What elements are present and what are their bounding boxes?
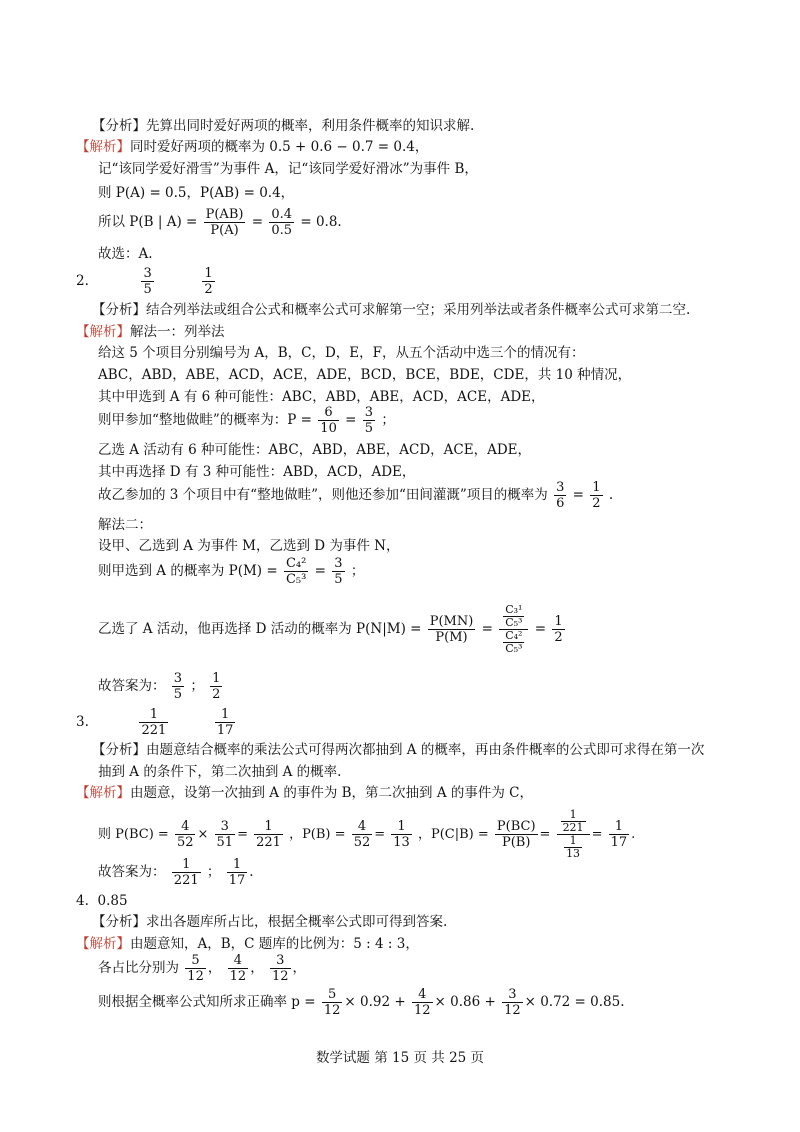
fraction: $\frac{1}{221}$ (141, 707, 167, 738)
fraction: $\frac{3}{5}$ (364, 405, 374, 436)
fraction: $\frac{3}{12}$ (504, 987, 521, 1018)
q2-line-1: 给这 5 个项目分别编号为 A，B，C，D，E，F，从五个活动中选三个的情况有： (98, 345, 585, 361)
fraction: $\frac{6}{10}$ (320, 405, 337, 436)
q4-line-2: 各占比分别为 $\frac{5}{12}$ ， $\frac{4}{12}$ ， $\frac{3}{12}$ ， (98, 953, 307, 984)
q3-answer: 故答案为： $\frac{1}{221}$ ； $\frac{1}{17}$ . (98, 857, 254, 888)
q2-line-4: 则甲参加“整地做畦”的概率为：P = $\frac{6}{10}$ = $\frac{3}{5}$ ； (98, 405, 395, 436)
fraction: $\frac{P(AB)}{P(A)}$ (205, 207, 244, 238)
q4-answer-line: 4. 0.85 (76, 893, 128, 909)
fraction: $\frac{P(BC)}{P(B)}$ (496, 819, 536, 850)
fraction: $\frac{4}{12}$ (413, 987, 431, 1018)
q1-analysis: 【分析】先算出同时爱好两项的概率，利用条件概率的知识求解. (92, 118, 475, 134)
fraction: $\frac{1}{17}$ (216, 707, 234, 738)
q1-line-4: 所以 P(B | A) = $\frac{P(AB)}{P(A)}$ = $\frac{0.4}{0.5}$ = 0.8. (98, 207, 342, 238)
fraction: $\frac{5}{12}$ (187, 953, 204, 984)
fraction: $\frac{0.4}{0.5}$ (271, 207, 293, 238)
q3-analysis-2: 抽到 A 的条件下，第二次抽到 A 的概率. (98, 764, 342, 780)
fraction: $\frac{1}{17}$ (610, 819, 628, 850)
q2-answer: 故答案为： $\frac{3}{5}$ ； $\frac{1}{2}$ (98, 671, 221, 702)
q2-method-2: 解法二： (98, 517, 152, 533)
q3-answer-line: 3. $\frac{1}{221}$ $\frac{1}{17}$ (76, 707, 234, 738)
q2-analysis: 【分析】结合列举法或组合公式和概率公式可求解第一空；采用列举法或者条件概率公式可求第二空. (92, 302, 691, 318)
fraction: $\frac{4}{12}$ (229, 953, 247, 984)
q2-line-3: 其中甲选到 A 有 6 种可能性：ABC，ABD，ABE，ACD，ACE，ADE， (98, 389, 545, 405)
solution-tag: 【解析】 (76, 324, 130, 340)
q2-line-10: 乙选了 A 活动，他再选择 D 活动的概率为 P(N|M) = $\frac{P(MN)}{P(M)}$ = $\frac{\frac{\text{C₃¹}}{\text{C₅³}}}{\frac{\text{C₄²}}{\text{C₅³}}}$ = $\frac{1}{2}$ (98, 603, 563, 655)
fraction: $\frac{1}{2}$ (554, 614, 563, 645)
solution-tag: 【解析】 (76, 139, 130, 155)
q3-line-2: 则 P(BC) = $\frac{4}{52}$ × $\frac{3}{51}$ = $\frac{1}{221}$ ，P(B) = $\frac{4}{52}$ = $\frac{1}{13}$ ，P(C|B) = $\frac{P(BC)}{P(B)}$ = $\frac{\frac{1}{221}}{\frac{1}{13}}$ = $\frac{1}{17}$ . (98, 808, 636, 860)
q2-line-7: 故乙参加的 3 个项目中有“整地做畦”，则他还参加“田间灌溉”项目的概率为 $\frac{3}{6}$ = $\frac{1}{2}$ . (98, 480, 614, 511)
fraction: $\frac{\text{C₄²}}{\text{C₅³}}$ (505, 629, 523, 655)
q3-analysis-1: 【分析】由题意结合概率的乘法公式可得两次都抽到 A 的概率，再由条件概率的公式即可求得在第一次 (92, 742, 705, 758)
q1-line-5: 故选：A. (98, 246, 153, 262)
fraction: $\frac{3}{12}$ (271, 953, 289, 984)
q2-line-2: ABC，ABD，ABE，ACD，ACE，ADE，BCD，BCE，BDE，CDE，共 10 种情况， (98, 367, 632, 383)
q2-line-9: 则甲选到 A 的概率为 P(M) = $\frac{\text{C₄²}}{\text{C₅³}}$ = $\frac{3}{5}$ ； (98, 556, 365, 587)
fraction: $\frac{1}{2}$ (212, 671, 221, 702)
fraction: $\frac{5}{12}$ (323, 987, 341, 1018)
fraction: $\frac{1}{17}$ (228, 857, 246, 888)
q2-answer-line: 2. $\frac{3}{5}$ $\frac{1}{2}$ (76, 266, 213, 297)
q4-line-3: 则根据全概率公式知所求正确率 p = $\frac{5}{12}$ × 0.92 + $\frac{4}{12}$ × 0.86 + $\frac{3}{12}$ × 0.72 = 0.85. (98, 987, 625, 1018)
q2-line-8: 设甲、乙选到 A 为事件 M，乙选到 D 为事件 N， (98, 538, 400, 554)
q4-solution-line-1: 【解析】由题意知，A，B，C 题库的比例为：5 : 4 : 3， (76, 936, 419, 952)
compound-fraction (557, 809, 590, 860)
q2-line-5: 乙选 A 活动有 6 种可能性：ABC，ABD，ABE，ACD，ACE，ADE， (98, 442, 532, 458)
fraction: $\frac{3}{5}$ (143, 266, 152, 297)
fraction: $\frac{P(MN)}{P(M)}$ (429, 614, 474, 645)
fraction: $\frac{1}{2}$ (592, 480, 601, 511)
fraction: $\frac{4}{52}$ (176, 819, 194, 850)
fraction: $\frac{\text{C₄²}}{\text{C₅³}}$ (285, 556, 307, 587)
q1-solution-line-1: 【解析】同时爱好两项的概率为 0.5 + 0.6 − 0.7 = 0.4， (76, 139, 429, 155)
q1-line-3: 则 P(A) = 0.5，P(AB) = 0.4， (98, 185, 295, 201)
fraction: $\frac{1}{13}$ (393, 819, 410, 850)
fraction: $\frac{1}{13}$ (566, 834, 581, 860)
fraction: $\frac{1}{2}$ (204, 266, 213, 297)
q2-line-6: 其中再选择 D 有 3 种可能性：ABD，ACD，ADE， (98, 464, 416, 480)
q1-line-2: 记“该同学爱好滑雪”为事件 A，记“该同学爱好滑冰”为事件 B， (98, 161, 478, 177)
compound-fraction (499, 604, 528, 655)
q2-solution-head: 【解析】解法一：列举法 (76, 324, 225, 340)
fraction: $\frac{3}{5}$ (173, 671, 183, 702)
fraction: $\frac{1}{221}$ (256, 819, 281, 850)
fraction: $\frac{3}{5}$ (334, 556, 343, 587)
solution-tag: 【解析】 (76, 936, 130, 952)
q4-analysis: 【分析】求出各题库所占比，根据全概率公式即可得到答案. (92, 914, 448, 930)
fraction: $\frac{\text{C₃¹}}{\text{C₅³}}$ (505, 603, 523, 629)
q3-solution-line-1: 【解析】由题意，设第一次抽到 A 的事件为 B，第二次抽到 A 的事件为 C， (76, 785, 533, 801)
fraction: $\frac{1}{221}$ (562, 808, 584, 834)
fraction: $\frac{3}{6}$ (556, 480, 565, 511)
solution-tag: 【解析】 (76, 785, 130, 801)
fraction: $\frac{1}{221}$ (173, 857, 199, 888)
fraction: $\frac{4}{52}$ (353, 819, 371, 850)
page-footer: 数学试题 第 15 页 共 25 页 (315, 1050, 485, 1066)
fraction: $\frac{3}{51}$ (216, 819, 234, 850)
